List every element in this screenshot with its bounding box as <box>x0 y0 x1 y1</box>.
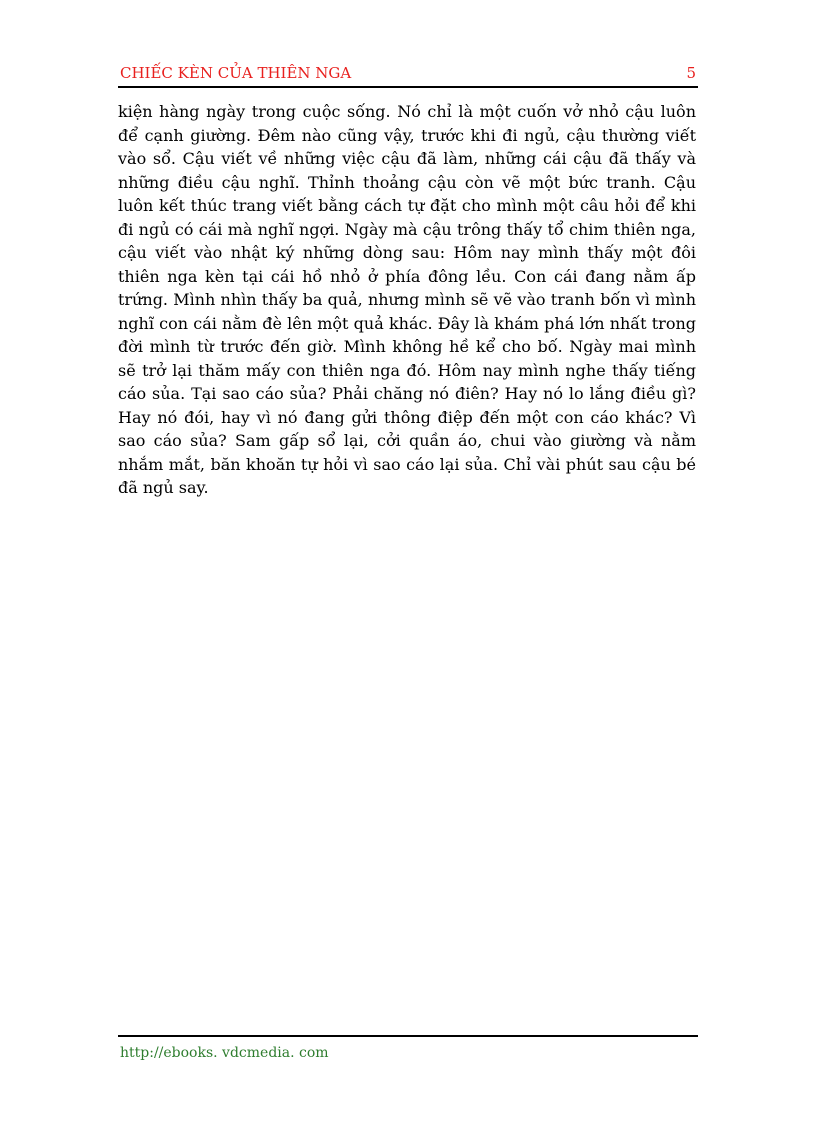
page-header <box>118 62 698 88</box>
footer-link[interactable]: http://ebooks. vdcmedia. com <box>120 1045 329 1061</box>
page-footer <box>118 1035 698 1061</box>
page-number: 5 <box>686 64 696 82</box>
book-title: CHIẾC KÈN CỦA THIÊN NGA <box>120 64 352 82</box>
body-paragraph: kiện hàng ngày trong cuộc sống. Nó chỉ là một cuốn vở nhỏ cậu luôn để cạnh giường. Đêm nào cũng vậy, trước khi đi ngủ, cậu thường viết vào sổ. Cậu viết về những việc cậu đã làm, những cái cậu đã thấy và những điều cậu nghĩ. Thỉnh thoảng cậu còn vẽ một bức tranh. Cậu luôn kết thúc trang viết bằng cách tự đặt cho mình một câu hỏi để khi đi ngủ có cái mà nghĩ ngợi. Ngày mà cậu trông thấy tổ chim thiên nga, cậu viết vào nhật ký những dòng sau: Hôm nay mình thấy một đôi thiên nga kèn tại cái hồ nhỏ ở phía đông lều. Con cái đang nằm ấp trứng. Mình nhìn thấy ba quả, nhưng mình sẽ vẽ vào tranh bốn vì mình nghĩ con cái nằm đè lên một quả khác. Đây là khám phá lớn nhất trong đời mình từ trước đến giờ. Mình không hề kể cho bố. Ngày mai mình sẽ trở lại thăm mấy con thiên nga đó. Hôm nay mình nghe thấy tiếng cáo sủa. Tại sao cáo sủa? Phải chăng nó điên? Hay nó lo lắng điều gì? Hay nó đói, hay vì nó đang gửi thông điệp đến một con cáo khác? Vì sao cáo sủa? Sam gấp sổ lại, cởi quần áo, chui vào giường và nằm nhắm mắt, băn khoăn tự hỏi vì sao cáo lại sủa. Chỉ vài phút sau cậu bé đã ngủ say. <box>118 102 696 497</box>
